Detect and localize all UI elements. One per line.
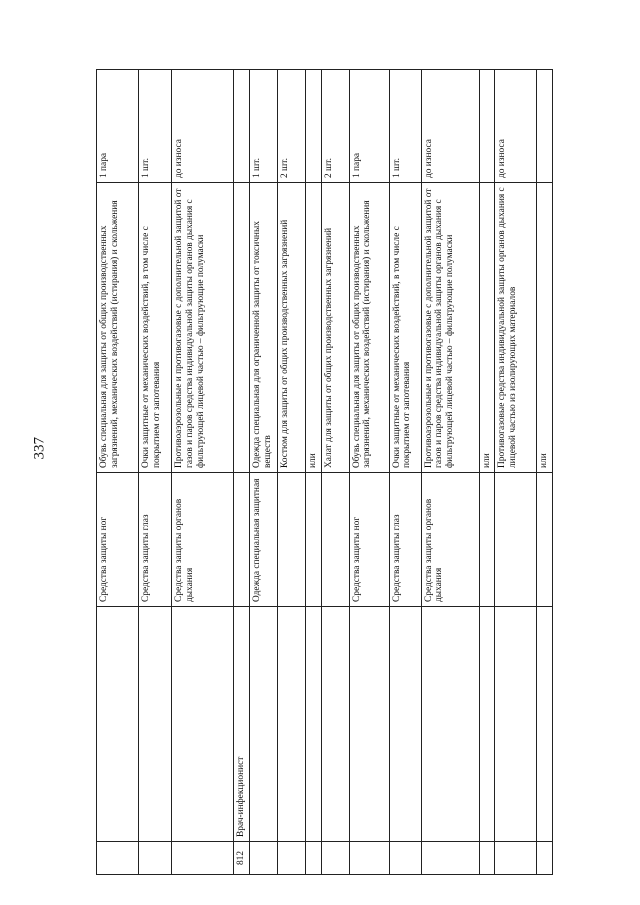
profession-cell xyxy=(139,607,172,842)
table-body xyxy=(97,70,553,875)
table-row xyxy=(172,70,234,875)
issue-norm-cell xyxy=(305,70,321,183)
profession-cell xyxy=(495,607,537,842)
issue-norm-cell: 2 шт. xyxy=(277,70,305,183)
row-number-cell xyxy=(139,842,172,875)
ppe-category-cell xyxy=(495,473,537,607)
table-row xyxy=(97,70,139,875)
profession-cell xyxy=(97,607,139,842)
ppe-item-cell: Очки защитные от механических воздействий, в том числе с покрытием от запотевания xyxy=(139,183,172,473)
issue-norm-cell: 2 шт. xyxy=(321,70,349,183)
ppe-item-cell: или xyxy=(479,183,495,473)
table-rotation xyxy=(96,70,550,875)
ppe-item-cell: Противогазовые средства индивидуальной защиты органов дыхания с лицевой частью из изолирующих материалов xyxy=(495,183,537,473)
issue-norm-cell: 1 шт. xyxy=(389,70,421,183)
profession-cell xyxy=(349,607,389,842)
issue-norm-cell xyxy=(479,70,495,183)
table-row xyxy=(249,70,277,875)
profession-cell xyxy=(479,607,495,842)
ppe-item-cell: Обувь специальная для защиты от общих производственных загрязнений, механических воздействий (истирания) и скольжения xyxy=(349,183,389,473)
ppe-category-cell: Средства защиты ног xyxy=(97,473,139,607)
table-row xyxy=(234,70,250,875)
ppe-category-cell xyxy=(305,473,321,607)
issue-norm-cell: 1 шт. xyxy=(249,70,277,183)
table-row xyxy=(349,70,389,875)
row-number-cell xyxy=(305,842,321,875)
ppe-category-cell xyxy=(234,473,250,607)
row-number-cell xyxy=(97,842,139,875)
ppe-category-cell: Средства защиты глаз xyxy=(139,473,172,607)
profession-cell xyxy=(249,607,277,842)
ppe-item-cell: Противоаэрозольные и противогазовые с дополнительной защитой от газов и паров средства индивидуальной защиты органов дыхания с фильтрующей лицевой частью – фильтрующие полумаски xyxy=(172,183,234,473)
ppe-item-cell: или xyxy=(305,183,321,473)
row-number-cell xyxy=(349,842,389,875)
table-viewport xyxy=(96,70,550,875)
ppe-category-cell xyxy=(321,473,349,607)
ppe-category-cell xyxy=(537,473,553,607)
row-number-cell xyxy=(537,842,553,875)
profession-cell xyxy=(277,607,305,842)
issue-norm-cell: до износа xyxy=(172,70,234,183)
row-number-cell xyxy=(321,842,349,875)
table-row xyxy=(479,70,495,875)
table-row xyxy=(421,70,479,875)
issue-norm-cell: до износа xyxy=(421,70,479,183)
issue-norm-cell: 1 пара xyxy=(349,70,389,183)
table-row xyxy=(495,70,537,875)
row-number-cell xyxy=(249,842,277,875)
row-number-cell xyxy=(172,842,234,875)
ppe-item-cell: Одежда специальная для ограниченной защиты от токсичных веществ xyxy=(249,183,277,473)
ppe-item-cell: Халат для защиты от общих производственных загрязнений xyxy=(321,183,349,473)
table-row xyxy=(277,70,305,875)
ppe-item-cell: Костюм для защиты от общих производственных загрязнений xyxy=(277,183,305,473)
row-number-cell xyxy=(277,842,305,875)
profession-cell xyxy=(537,607,553,842)
issue-norm-cell xyxy=(537,70,553,183)
profession-cell xyxy=(389,607,421,842)
issue-norm-cell xyxy=(234,70,250,183)
ppe-category-cell: Одежда специальная защитная xyxy=(249,473,277,607)
row-number-cell xyxy=(495,842,537,875)
page-number: 337 xyxy=(31,437,48,460)
ppe-category-cell: Средства защиты органов дыхания xyxy=(172,473,234,607)
ppe-item-cell xyxy=(234,183,250,473)
profession-cell xyxy=(305,607,321,842)
table-row xyxy=(139,70,172,875)
table-row xyxy=(389,70,421,875)
ppe-item-cell: или xyxy=(537,183,553,473)
row-number-cell xyxy=(389,842,421,875)
ppe-category-cell: Средства защиты органов дыхания xyxy=(421,473,479,607)
profession-cell xyxy=(421,607,479,842)
ppe-item-cell: Противоаэрозольные и противогазовые с дополнительной защитой от газов и паров средства индивидуальной защиты органов дыхания с фильтрующей лицевой частью – фильтрующие полумаски xyxy=(421,183,479,473)
ppe-category-cell: Средства защиты глаз xyxy=(389,473,421,607)
ppe-category-cell xyxy=(479,473,495,607)
issue-norm-cell: 1 шт. xyxy=(139,70,172,183)
ppe-item-cell: Очки защитные от механических воздействий, в том числе с покрытием от запотевания xyxy=(389,183,421,473)
row-number-cell: 812 xyxy=(234,842,250,875)
issue-norm-cell: 1 пара xyxy=(97,70,139,183)
issue-norm-cell: до износа xyxy=(495,70,537,183)
ppe-item-cell: Обувь специальная для защиты от общих производственных загрязнений, механических воздействий (истирания) и скольжения xyxy=(97,183,139,473)
profession-cell xyxy=(321,607,349,842)
table-row xyxy=(537,70,553,875)
row-number-cell xyxy=(421,842,479,875)
profession-cell xyxy=(172,607,234,842)
ppe-category-cell xyxy=(277,473,305,607)
row-number-cell xyxy=(479,842,495,875)
table-row xyxy=(321,70,349,875)
table-row xyxy=(305,70,321,875)
profession-cell: Врач-инфекционист xyxy=(234,607,250,842)
ppe-norms-table xyxy=(96,69,553,875)
ppe-category-cell: Средства защиты ног xyxy=(349,473,389,607)
